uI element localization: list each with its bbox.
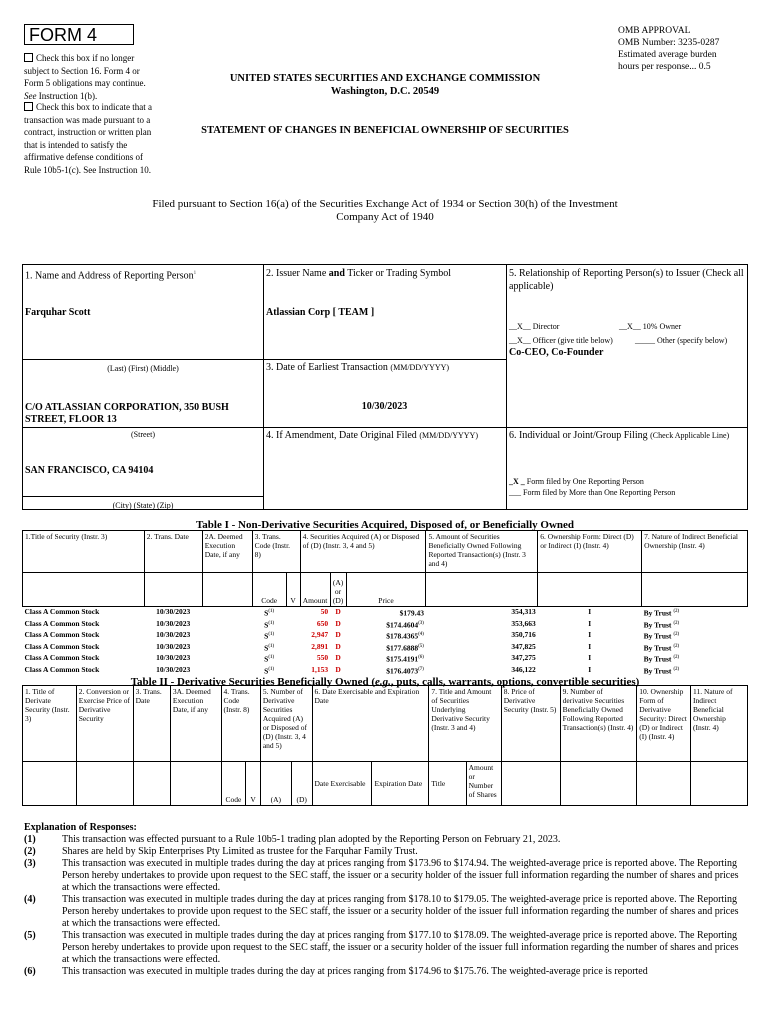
t2-sub-v: V xyxy=(246,762,260,806)
row-ownership-form: I xyxy=(588,618,592,628)
footnote xyxy=(24,858,744,894)
footnote xyxy=(24,834,744,846)
footnote xyxy=(24,930,744,966)
row-title: Class A Common Stock xyxy=(24,607,100,616)
t2-header-number: 5. Number of Derivative Securities Acquired (A) or Disposed of (D) (Instr. 3, 4 and 5) xyxy=(260,686,312,762)
row-title: Class A Common Stock xyxy=(24,630,100,639)
row-owned: 353,663 xyxy=(511,618,536,628)
box1-label: 1. Name and Address of Reporting Person$^1$ xyxy=(25,270,197,282)
row-nature: By Trust $^{(2)}$ xyxy=(643,654,680,664)
t1-sub-aord: (A) or (D) xyxy=(330,573,346,607)
table1-row xyxy=(23,619,748,631)
explanation-of-responses xyxy=(24,822,744,978)
rel-director: __X__ Director xyxy=(509,322,560,331)
row-title: Class A Common Stock xyxy=(24,618,100,628)
footnote-number: (1) xyxy=(24,834,36,845)
footnote xyxy=(24,894,744,930)
table1-row xyxy=(23,642,748,654)
t1-header-deemed: 2A. Deemed Execution Date, if any xyxy=(202,531,252,573)
rule10b5-checkbox-block xyxy=(24,101,152,176)
agency-location: Washington, D.C. 20549 xyxy=(330,86,440,97)
footnote-number: (4) xyxy=(24,894,36,905)
footnote-number: (2) xyxy=(24,846,36,857)
table1-nonderivative xyxy=(22,530,748,676)
row-price: $177.6888$^{(5)}$ xyxy=(386,643,424,652)
row-ownership-form: I xyxy=(588,664,592,674)
t1-sub-price: Price xyxy=(346,573,426,607)
row-nature: By Trust $^{(2)}$ xyxy=(643,620,680,629)
rule10b5-checkbox-label: Check this box to indicate that a transaction was made pursuant to a contract, instruction or written plan that is intended to satisfy the affirmative defense conditions of Rule 10b5-1(c). See Instruction 10. xyxy=(24,102,152,175)
row-amount: 2,891 xyxy=(311,641,329,651)
t1-header-title: 1.Title of Security (Instr. 3) xyxy=(23,531,145,573)
name-hint: (Last) (First) (Middle) xyxy=(107,364,179,373)
row-aord: D xyxy=(335,641,341,651)
row-price: $174.4604$^{(3)}$ xyxy=(386,620,424,629)
form-title: FORM 4 xyxy=(24,24,134,45)
footnote-text: This transaction was executed in multiple trades during the day at prices ranging from $174.96 to $175.76. The weighted-average price is reported xyxy=(62,966,648,977)
t2-header-deemed: 3A. Deemed Execution Date, if any xyxy=(170,686,221,762)
officer-title: Co-CEO, Co-Founder xyxy=(509,347,604,358)
t2-header-price: 8. Price of Derivative Security (Instr. 5) xyxy=(501,686,560,762)
reporting-person-name: Farquhar Scott xyxy=(25,307,91,318)
row-aord: D xyxy=(335,664,341,674)
t1-header-date: 2. Trans. Date xyxy=(144,531,202,573)
footnote-number: (3) xyxy=(24,858,36,869)
row-code: $S^{(1)}$ xyxy=(264,631,275,641)
row-date: 10/30/2023 xyxy=(156,653,191,662)
row-amount: 650 xyxy=(316,618,329,628)
section16-checkbox[interactable] xyxy=(24,53,33,62)
row-owned: 347,275 xyxy=(511,653,536,662)
table2-title: Table II - Derivative Securities Beneficially Owned (e.g., puts, calls, warrants, options, convertible securities) xyxy=(130,676,640,688)
t2-header-ownership-form: 10. Ownership Form of Derivative Security: Direct (D) or Indirect (I) (Instr. 4) xyxy=(637,686,691,762)
t1-sub-code: Code xyxy=(252,573,286,607)
row-amount: 1,153 xyxy=(311,664,329,674)
t2-header-conversion: 2. Conversion or Exercise Price of Derivative Security xyxy=(76,686,133,762)
row-nature: By Trust $^{(2)}$ xyxy=(643,666,680,675)
t1-sub-v: V xyxy=(286,573,300,607)
row-nature: By Trust $^{(2)}$ xyxy=(643,643,680,652)
t1-header-amount-owned: 5. Amount of Securities Beneficially Owned Following Reported Transaction(s) (Instr. 3 and 4) xyxy=(426,531,538,573)
rule10b5-checkbox[interactable] xyxy=(24,102,33,111)
t2-sub-title: Title xyxy=(429,762,466,806)
issuer-name: Atlassian Corp [ TEAM ] xyxy=(266,307,375,318)
footnote-text: This transaction was executed in multiple trades during the day at prices ranging from $178.10 to $179.05. The weighted-average price is reported above. The Reporting Person hereby undertakes to provide upon request to the SEC staff, the issuer or a security holder of the issuer full information regarding the number of shares and prices at which the transactions were effected. xyxy=(62,894,739,929)
table1-row xyxy=(23,607,748,619)
row-ownership-form: I xyxy=(588,653,592,662)
t1-sub-amount: Amount xyxy=(300,573,330,607)
t2-header-nature: 11. Nature of Indirect Beneficial Ownership (Instr. 4) xyxy=(690,686,747,762)
rel-ten-percent-owner: __X__ 10% Owner xyxy=(619,322,682,331)
omb-approval: OMB APPROVAL OMB Number: 3235-0287 Estimated average burden hours per response... 0.5 xyxy=(618,26,720,72)
t2-sub-expiration: Expiration Date xyxy=(372,762,429,806)
table1-title: Table I - Non-Derivative Securities Acquired, Disposed of, or Beneficially Owned xyxy=(195,519,575,531)
row-ownership-form: I xyxy=(588,641,592,651)
box4-label: 4. If Amendment, Date Original Filed (MM/DD/YYYY) xyxy=(266,430,478,441)
t1-header-securities: 4. Securities Acquired (A) or Disposed of (D) (Instr. 3, 4 and 5) xyxy=(300,531,426,573)
t2-sub-code: Code xyxy=(221,762,246,806)
explanation-title: Explanation of Responses: xyxy=(24,822,137,833)
row-date: 10/30/2023 xyxy=(156,641,191,651)
filed-pursuant: Filed pursuant to Section 16(a) of the Securities Exchange Act of 1934 or Section 30(h) of the Investment Company Act of 1940 xyxy=(152,198,618,223)
row-code: $S^{(1)}$ xyxy=(264,666,275,675)
row-owned: 350,716 xyxy=(511,630,536,639)
row-ownership-form: I xyxy=(588,607,592,616)
t2-header-number-owned: 9. Number of derivative Securities Beneficially Owned Following Reported Transaction(s) (Instr. 4) xyxy=(560,686,637,762)
table2-derivative xyxy=(22,685,748,806)
rel-officer: __X__ Officer (give title below) xyxy=(509,336,613,345)
row-date: 10/30/2023 xyxy=(156,664,191,674)
t2-header-title: 1. Title of Derivate Security (Instr. 3) xyxy=(23,686,77,762)
filing-one-person: _X _ Form filed by One Reporting Person xyxy=(509,477,644,486)
t2-header-code: 4. Trans. Code (Instr. 8) xyxy=(221,686,260,762)
footnote-text: Shares are held by Skip Enterprises Pty Limited as trustee for the Farquhar Family Trust. xyxy=(62,846,418,857)
row-title: Class A Common Stock xyxy=(24,641,100,651)
t2-sub-d: (D) xyxy=(291,762,312,806)
row-amount: 550 xyxy=(316,653,329,662)
filing-more-persons: ___ Form filed by More than One Reporting Person xyxy=(509,488,676,497)
section16-checkbox-label: Check this box if no longer subject to Section 16. Form 4 or Form 5 obligations may continue. xyxy=(24,53,146,88)
city-hint: (City) (State) (Zip) xyxy=(112,501,174,510)
footnote xyxy=(24,966,744,978)
box3-label: 3. Date of Earliest Transaction (MM/DD/YYYY) xyxy=(266,362,450,373)
footnote xyxy=(24,846,744,858)
t2-sub-date-exercisable: Date Exercisable xyxy=(312,762,372,806)
row-owned: 346,122 xyxy=(511,664,536,674)
table1-row xyxy=(23,630,748,642)
row-title: Class A Common Stock xyxy=(24,664,100,674)
t2-header-underlying: 7. Title and Amount of Securities Underlying Derivative Security (Instr. 3 and 4) xyxy=(429,686,501,762)
t1-header-code: 3. Trans. Code (Instr. 8) xyxy=(252,531,300,573)
table1-row xyxy=(23,665,748,677)
box2-label: 2. Issuer Name and Ticker or Trading Symbol xyxy=(266,268,452,279)
street-hint: (Street) xyxy=(131,430,155,439)
box5-label: 5. Relationship of Reporting Person(s) to Issuer (Check all applicable) xyxy=(509,268,744,292)
section16-checkbox-block: Check this box if no longer subject to Section 16. Form 4 or Form 5 obligations may continue. See Instruction 1(b). xyxy=(24,53,146,101)
earliest-transaction-date: 10/30/2023 xyxy=(361,401,408,412)
footnote-number: (6) xyxy=(24,966,36,977)
row-code: $S^{(1)}$ xyxy=(264,654,275,664)
t2-sub-a: (A) xyxy=(260,762,291,806)
t2-sub-amount-shares: Amount or Number of Shares xyxy=(466,762,501,806)
row-date: 10/30/2023 xyxy=(156,607,191,616)
row-date: 10/30/2023 xyxy=(156,618,191,628)
row-price: $179.43 xyxy=(399,608,424,618)
row-price: $176.4073$^{(7)}$ xyxy=(386,666,424,675)
t2-header-exercisable: 6. Date Exercisable and Expiration Date xyxy=(312,686,429,762)
t1-header-ownership-form: 6. Ownership Form: Direct (D) or Indirect (I) (Instr. 4) xyxy=(538,531,642,573)
row-ownership-form: I xyxy=(588,630,592,639)
agency-name: UNITED STATES SECURITIES AND EXCHANGE COMMISSION xyxy=(229,73,541,84)
row-aord: D xyxy=(335,630,341,639)
row-price: $178.4365$^{(4)}$ xyxy=(386,631,424,641)
row-date: 10/30/2023 xyxy=(156,630,191,639)
box6-label: 6. Individual or Joint/Group Filing (Check Applicable Line) xyxy=(509,430,730,441)
rel-other: _____ Other (specify below) xyxy=(635,336,728,345)
row-amount: 50 xyxy=(320,607,329,616)
footnote-text: This transaction was executed in multiple trades during the day at prices ranging from $177.10 to $178.09. The weighted-average price is reported above. The Reporting Person hereby undertakes to provide upon request to the SEC staff, the issuer or a security holder of the issuer full information regarding the number of shares and prices at which the transactions were effected. xyxy=(62,930,739,965)
footnote-text: This transaction was effected pursuant to a Rule 10b5-1 trading plan adopted by the Reporting Person on February 21, 2023. xyxy=(62,834,561,845)
footnote-text: This transaction was executed in multiple trades during the day at prices ranging from $173.96 to $174.94. The weighted-average price is reported above. The Reporting Person hereby undertakes to provide upon request to the SEC staff, the issuer or a security holder of the issuer full information regarding the number of shares and prices at which the transactions were effected. xyxy=(62,858,739,893)
row-code: $S^{(1)}$ xyxy=(264,643,275,652)
statement-title: STATEMENT OF CHANGES IN BENEFICIAL OWNERSHIP OF SECURITIES xyxy=(201,125,569,136)
row-aord: D xyxy=(335,607,341,616)
row-owned: 347,825 xyxy=(511,641,536,651)
row-nature: By Trust $^{(2)}$ xyxy=(643,631,680,641)
row-owned: 354,313 xyxy=(511,607,536,616)
row-aord: D xyxy=(335,653,341,662)
t1-header-nature: 7. Nature of Indirect Beneficial Ownership (Instr. 4) xyxy=(642,531,748,573)
row-nature: By Trust $^{(2)}$ xyxy=(643,608,680,618)
reporting-header-grid xyxy=(22,264,748,510)
table1-row xyxy=(23,653,748,665)
city-state-zip: SAN FRANCISCO, CA 94104 xyxy=(25,465,154,476)
row-code: $S^{(1)}$ xyxy=(264,620,275,629)
row-price: $175.4191$^{(6)}$ xyxy=(386,654,424,664)
row-amount: 2,947 xyxy=(311,630,329,639)
street-address: C/O ATLASSIAN CORPORATION, 350 BUSH STREET, FLOOR 13 xyxy=(25,402,229,425)
footnote-number: (5) xyxy=(24,930,36,941)
t2-header-date: 3. Trans. Date xyxy=(133,686,170,762)
row-title: Class A Common Stock xyxy=(24,653,100,662)
row-code: $S^{(1)}$ xyxy=(264,608,275,618)
row-aord: D xyxy=(335,618,341,628)
